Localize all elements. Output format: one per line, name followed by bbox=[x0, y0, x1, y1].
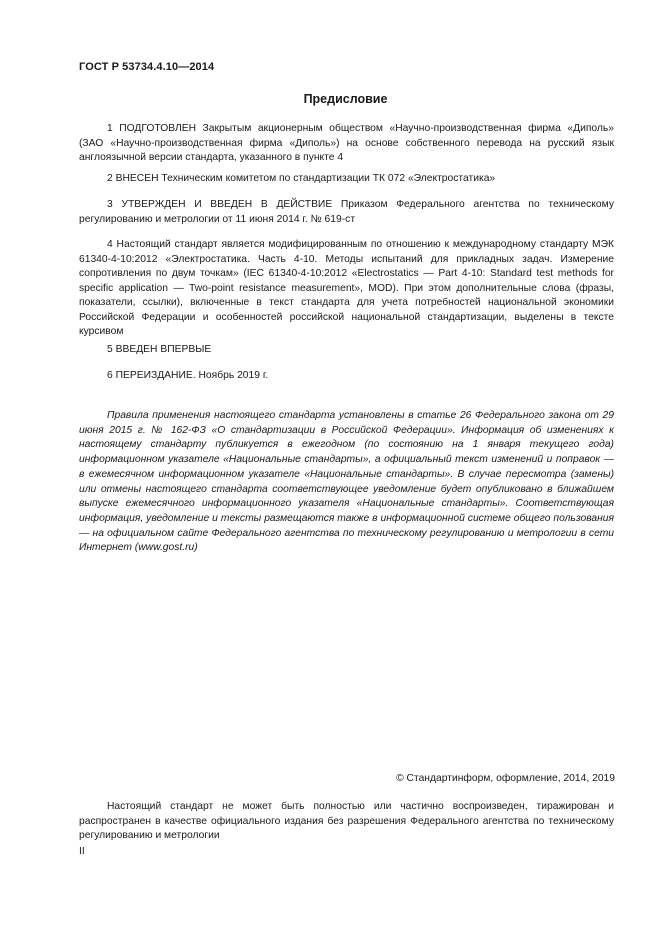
standard-rules-notice: Правила применения настоящего стандарта установлены в статье 26 Федерального закона от 29 июня 2015 г. № 162-ФЗ «О стандартизации в Российской Федерации». Информация об изменениях к настоящему стандарту публикуется в ежегодном (по состоянию на 1 января текущего года) информационном указателе «Национальные стандарты», а официальный текст изменений и поправок — в ежемесячном информационном указателе «Национальные стандарты». В случае пересмотра (замены) или отмены настоящего стандарта соответствующее уведомление будет опубликовано в ближайшем выпуске ежемесячного информационного указателя «Национальные стандарты». Соответствующая информация, уведомление и тексты размещаются также в информационной системе общего пользования — на официальном сайте Федерального агентства по техническому регулированию и метрологии в сети Интернет (www.gost.ru) bbox=[79, 410, 614, 554]
copyright-line: © Стандартинформ, оформление, 2014, 2019 bbox=[396, 773, 615, 784]
foreword-title: Предисловие bbox=[303, 92, 388, 106]
paragraph-5-first-introduced: 5 ВВЕДЕН ВПЕРВЫЕ bbox=[107, 344, 212, 355]
reproduction-notice: Настоящий стандарт не может быть полностью или частично воспроизведен, тиражирован и распространен в качестве официального издания без разрешения Федерального агентства по техническому регулированию и метрологии bbox=[79, 801, 614, 841]
paragraph-2-introduced: 2 ВНЕСЕН Техническим комитетом по стандартизации ТК 072 «Электростатика» bbox=[107, 173, 496, 184]
paragraph-6-reissue: 6 ПЕРЕИЗДАНИЕ. Ноябрь 2019 г. bbox=[107, 370, 269, 381]
document-code-header: ГОСТ Р 53734.4.10—2014 bbox=[79, 61, 215, 73]
page-number: II bbox=[79, 846, 85, 857]
paragraph-1-prepared: 1 ПОДГОТОВЛЕН Закрытым акционерным обществом «Научно-производственная фирма «Диполь» (ЗАО «Научно-производственная фирма «Диполь») на основе собственного перевода на русский язык англоязычной версии стандарта, указанного в пункте 4 bbox=[79, 123, 614, 163]
paragraph-4-modified-standard: 4 Настоящий стандарт является модифицированным по отношению к международному стандарту МЭК 61340-4-10:2012 «Электростатика. Часть 4-10. Методы испытаний для прикладных задач. Измерение сопротивления по двум точкам» (IEC 61340-4-10:2012 «Electrostatics — Part 4-10: Standard test methods for specific application — Two-point resistance measurement», MOD). При этом дополнительные слова (фразы, показатели, ссылки), включенные в текст стандарта для учета потребностей национальной экономики Российской Федерации и особенностей российской национальной стандартизации, выделены в тексте курсивом bbox=[79, 239, 614, 337]
paragraph-3-approved: 3 УТВЕРЖДЕН И ВВЕДЕН В ДЕЙСТВИЕ Приказом Федерального агентства по техническому регулированию и метрологии от 11 июня 2014 г. № 619-ст bbox=[79, 199, 614, 225]
